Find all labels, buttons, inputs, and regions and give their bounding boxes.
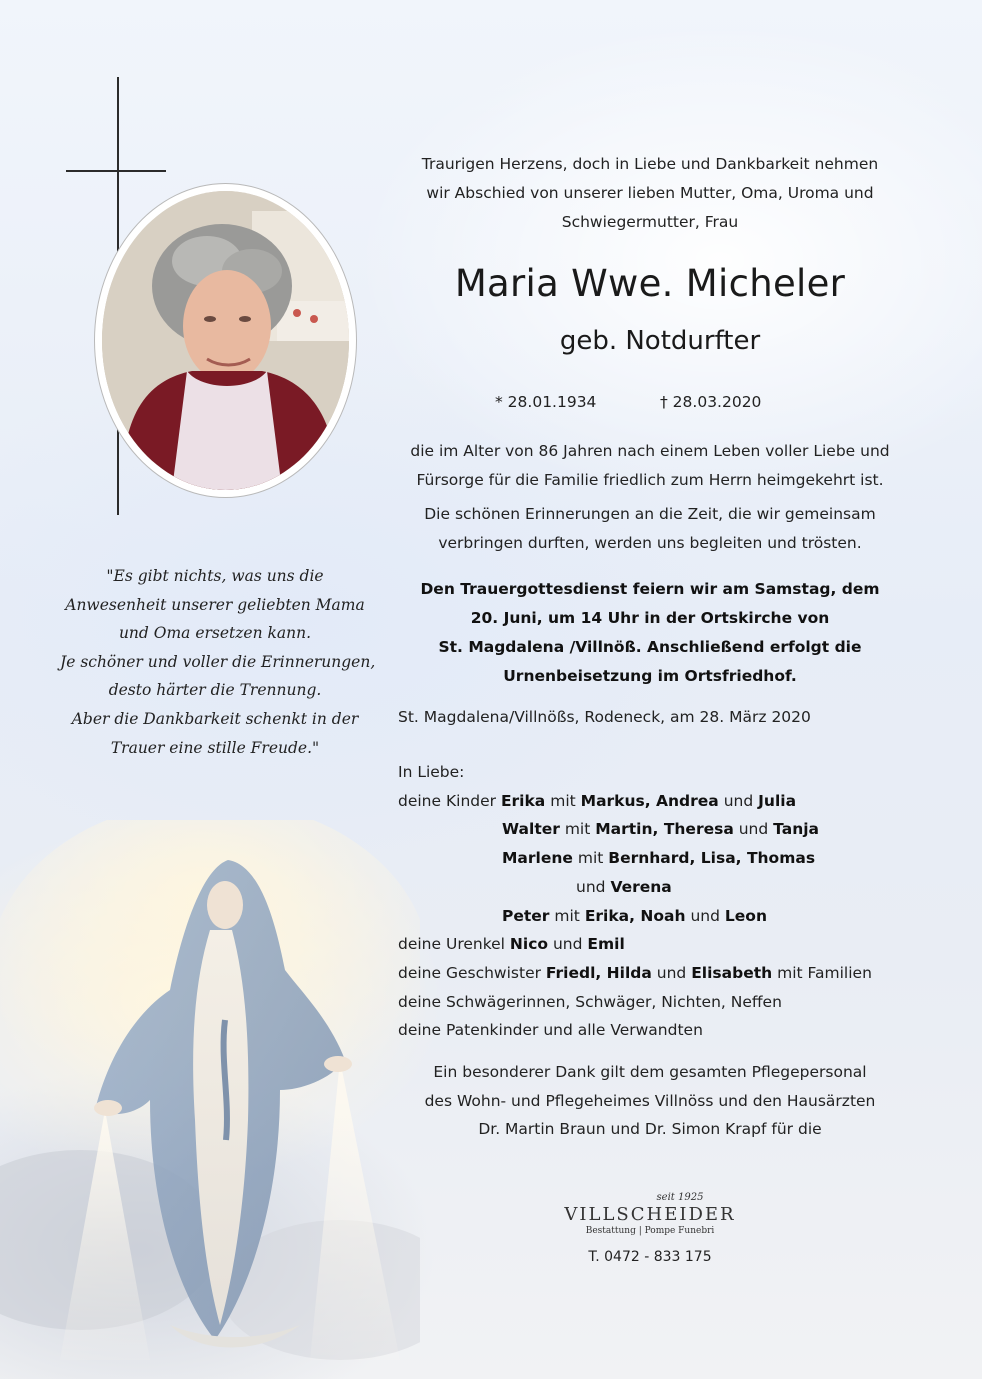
service-line: Urnenbeisetzung im Ortsfriedhof.: [503, 667, 797, 685]
great-prefix: deine Urenkel: [398, 935, 505, 954]
quote-line: Anwesenheit unserer geliebten Mama: [65, 595, 365, 614]
intro-line: wir Abschied von unserer lieben Mutter, Oma, Uroma und: [426, 184, 874, 202]
memorial-quote: [60, 562, 376, 762]
sibling-names: Friedl, Hilda: [545, 963, 652, 982]
service-announcement: [395, 575, 905, 691]
grandchildren: Bernhard, Lisa, Thomas: [608, 849, 816, 868]
thanks-line: des Wohn- und Pflegeheimes Villnöss und den Hausärzten: [424, 1091, 876, 1110]
great-grandchild: Nico: [509, 935, 549, 954]
death-date: † 28.03.2020: [660, 393, 762, 411]
in-love-label: In Liebe:: [398, 763, 465, 781]
grandchild: Tanja: [773, 820, 819, 839]
thanks-line: Ein besonderer Dank gilt dem gesamten Pflegepersonal: [433, 1063, 867, 1081]
intro-line: Schwiegermutter, Frau: [561, 213, 739, 231]
child-name: Peter: [502, 906, 550, 925]
family-row-children: [398, 787, 796, 816]
intro-text: [395, 150, 905, 237]
quote-line: und Oma ersetzen kann.: [118, 624, 312, 643]
family-row-child: [502, 815, 819, 844]
portrait-photo: [102, 191, 349, 490]
family-row-continuation: [576, 873, 672, 902]
connector: und: [690, 906, 720, 925]
connector: mit: [550, 791, 576, 810]
paragraph-line: Fürsorge für die Familie friedlich zum Herrn heimgekehrt ist.: [416, 471, 884, 489]
quote-line: Trauer eine stille Freude.": [110, 738, 320, 757]
grandchildren: Erika, Noah: [584, 906, 686, 925]
thanks-paragraph: [395, 1058, 905, 1144]
connector: mit: [554, 906, 580, 925]
grandchild: Julia: [758, 791, 797, 810]
service-line: St. Magdalena /Villnöß. Anschließend erfolgt die: [438, 638, 862, 656]
madonna-image: [0, 820, 420, 1379]
logo-subtitle: Bestattung | Pompe Funebri: [585, 1226, 715, 1236]
paragraph-line: die im Alter von 86 Jahren nach einem Leben voller Liebe und: [410, 442, 890, 460]
family-row-godchildren: deine Patenkinder und alle Verwandten: [398, 1021, 703, 1040]
logo-phone: T. 0472 - 833 175: [588, 1249, 712, 1265]
child-name: Marlene: [502, 849, 573, 868]
logo-brand: VILLSCHEIDER: [564, 1204, 736, 1225]
sibling-name: Elisabeth: [691, 963, 773, 982]
family-row-inlaws: deine Schwägerinnen, Schwäger, Nichten, Neffen: [398, 992, 782, 1011]
kids-prefix: deine Kinder: [398, 791, 497, 810]
family-row-child: [502, 844, 815, 873]
memories-paragraph: [395, 500, 905, 558]
connector: mit: [564, 820, 591, 839]
quote-line: desto härter die Trennung.: [108, 681, 322, 700]
paragraph-line: Die schönen Erinnerungen an die Zeit, die wir gemeinsam: [424, 505, 876, 523]
intro-line: Traurigen Herzens, doch in Liebe und Dankbarkeit nehmen: [421, 155, 879, 173]
quote-line: Aber die Dankbarkeit schenkt in der: [71, 709, 359, 728]
funeral-home-logo: [540, 1192, 760, 1265]
family-row-great-grandchildren: [398, 930, 625, 959]
place-and-date: St. Magdalena/Villnößs, Rodeneck, am 28. März 2020: [398, 708, 811, 726]
grandchildren: Martin, Theresa: [595, 820, 734, 839]
service-line: 20. Juni, um 14 Uhr in der Ortskirche von: [470, 609, 830, 627]
child-name: Erika: [500, 791, 546, 810]
connector: und: [723, 791, 754, 810]
quote-line: Je schöner und voller die Erinnerungen,: [60, 652, 376, 671]
grandchildren: Markus, Andrea: [580, 791, 719, 810]
life-paragraph: [395, 437, 905, 495]
paragraph-line: verbringen durften, werden uns begleiten und trösten.: [438, 534, 862, 552]
logo-since: seit 1925: [656, 1192, 704, 1203]
cross-horizontal: [66, 170, 166, 172]
connector: und: [576, 877, 606, 896]
grandchild: Verena: [610, 877, 672, 896]
great-grandchild: Emil: [587, 935, 625, 954]
connector: und: [656, 963, 687, 982]
quote-line: "Es gibt nichts, was uns die: [106, 567, 324, 585]
thanks-line: Dr. Martin Braun und Dr. Simon Krapf für die: [478, 1120, 822, 1139]
grandchild: Leon: [724, 906, 767, 925]
portrait-frame: [94, 183, 357, 498]
connector: und: [552, 935, 583, 954]
birth-name: geb. Notdurfter: [559, 326, 761, 356]
family-row-child: [502, 902, 767, 931]
connector: und: [738, 820, 769, 839]
family-row-siblings: [398, 959, 872, 988]
child-name: Walter: [502, 820, 560, 839]
deceased-name: Maria Wwe. Micheler: [454, 262, 846, 305]
siblings-prefix: deine Geschwister: [398, 963, 541, 982]
service-line: Den Trauergottesdienst feiern wir am Samstag, dem: [420, 580, 880, 598]
siblings-suffix: mit Familien: [777, 963, 872, 982]
birth-date: * 28.01.1934: [495, 393, 597, 411]
connector: mit: [577, 849, 604, 868]
